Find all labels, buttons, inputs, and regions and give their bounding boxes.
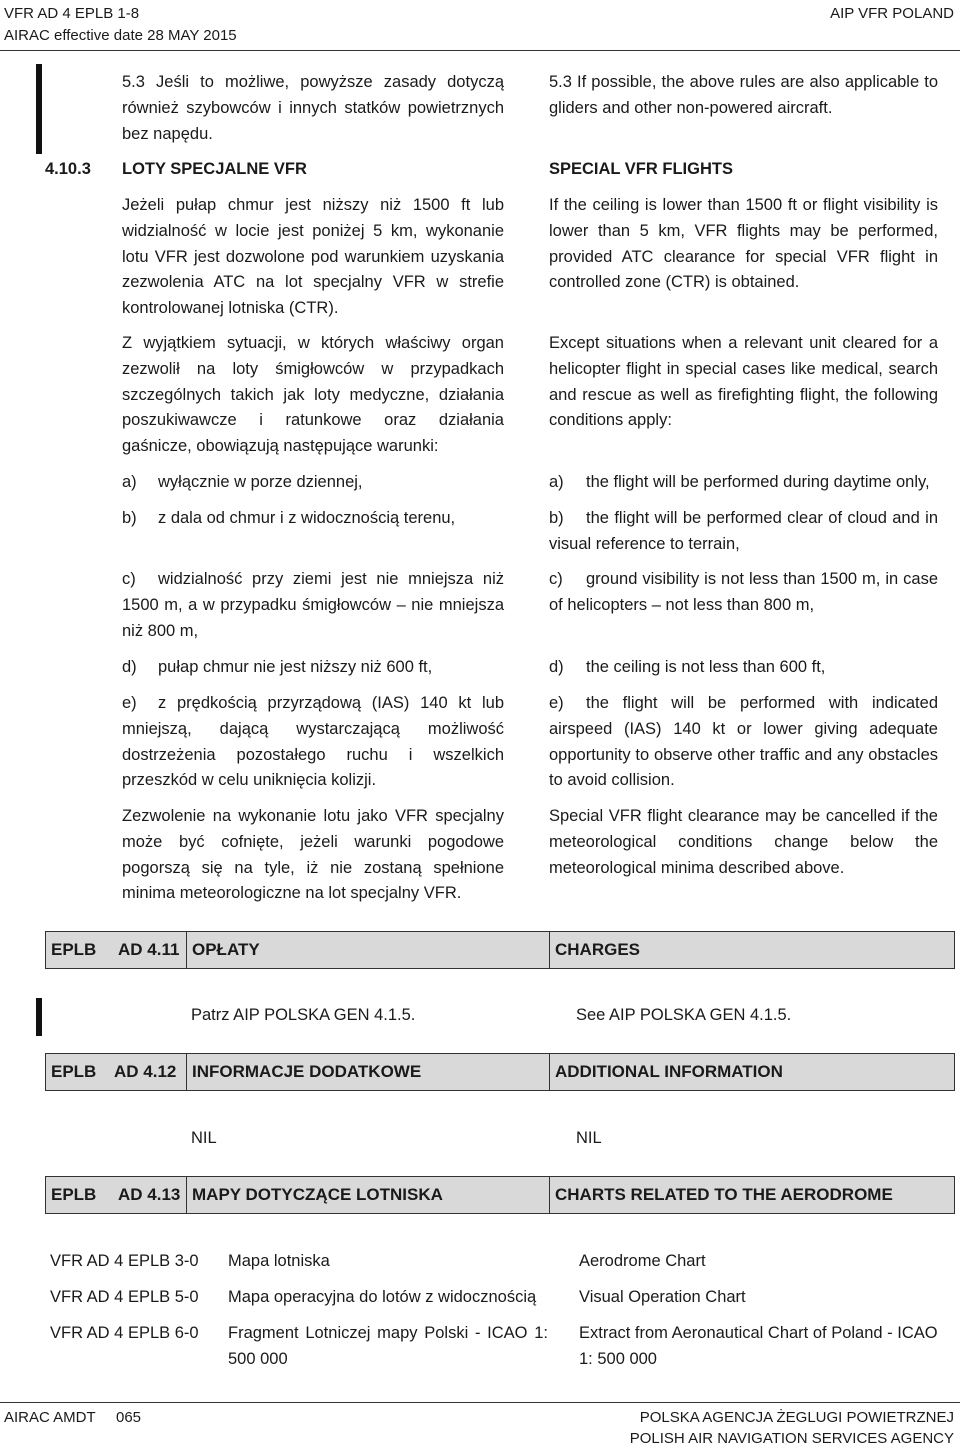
chart-name-en: Aerodrome Chart: [579, 1252, 706, 1270]
section-title-en: CHARGES: [555, 940, 641, 959]
doc-reference: VFR AD 4 EPLB 1-8: [4, 5, 140, 22]
item-text-en-body: the flight will be performed clear of cloud and in visual reference to terrain,: [549, 509, 938, 553]
item-letter: e): [122, 694, 137, 712]
item-letter: d): [549, 658, 564, 676]
section-title-pl: INFORMACJE DODATKOWE: [192, 1062, 422, 1081]
agency-name-pl: POLSKA AGENCJA ŻEGLUGI POWIETRZNEJ: [639, 1409, 954, 1426]
item-letter: a): [122, 473, 137, 491]
item-text-pl-body: widzialność przy ziemi jest nie mniejsza niż 1500 m, a w przypadku śmigłowców – nie mniejsza niż 800 m,: [122, 570, 504, 640]
airac-effective-date: AIRAC effective date 28 MAY 2015: [4, 27, 237, 44]
section-title-pl: LOTY SPECJALNE VFR: [122, 160, 307, 178]
aerodrome-code: EPLB: [51, 1185, 97, 1204]
section-title-pl: OPŁATY: [192, 940, 260, 959]
item-letter: b): [549, 509, 564, 527]
section-number: AD 4.13: [118, 1185, 181, 1204]
item-letter: c): [122, 570, 136, 588]
section-header-ad-4-11: [45, 931, 955, 969]
item-text-en: [549, 691, 938, 794]
divider: [186, 1177, 187, 1213]
item-letter: c): [549, 570, 563, 588]
chart-name-pl: Mapa lotniska: [228, 1252, 330, 1270]
chart-name-pl: Mapa operacyjna do lotów z widocznością: [228, 1288, 537, 1306]
aerodrome-code: EPLB: [51, 1062, 97, 1081]
additional-info-pl: NIL: [191, 1129, 217, 1147]
item-text-pl-body: z prędkością przyrządową (IAS) 140 kt lub mniejszą, dającą wystarczającą możliwość dostrzeżenia pozostałego ruchu i wszelkich przeszkód w celu uniknięcia kolizji.: [122, 694, 504, 790]
item-text-en-body: the flight will be performed with indicated airspeed (IAS) 140 kt or lower giving adequate opportunity to observe other traffic and any obstacles to avoid collision.: [549, 694, 938, 790]
footer-rule: [0, 1402, 960, 1403]
para-ceiling-pl: Jeżeli pułap chmur jest niższy niż 1500 ft lub widzialność w locie jest poniżej 5 km, wykonanie lotu VFR jest dozwolone pod warunkiem uzyskania zezwolenia ATC na lot specjalny VFR w strefie kontrolowanej lotniska (CTR).: [122, 196, 504, 318]
para-cancel-en: Special VFR flight clearance may be cancelled if the meteorological conditions change below the meteorological minima described above.: [549, 807, 938, 877]
para-5-3-pl: 5.3 Jeśli to możliwe, powyższe zasady dotyczą również szybowców i innych statków powietrznych bez napędu.: [122, 73, 504, 143]
section-title-pl: MAPY DOTYCZĄCE LOTNISKA: [192, 1185, 443, 1204]
item-letter: e): [549, 694, 564, 712]
publication-title: AIP VFR POLAND: [830, 5, 954, 22]
charges-ref-en: See AIP POLSKA GEN 4.1.5.: [576, 1006, 792, 1024]
section-number: 4.10.3: [45, 160, 91, 178]
item-letter: d): [122, 658, 137, 676]
section-header-ad-4-12: [45, 1053, 955, 1091]
item-text-en: [549, 567, 938, 619]
header-rule: [0, 50, 960, 51]
chart-ref: VFR AD 4 EPLB 6-0: [50, 1324, 199, 1342]
section-number: AD 4.11: [118, 940, 180, 959]
item-text-pl: z dala od chmur i z widocznością terenu,: [158, 509, 456, 527]
item-text-pl: [122, 691, 504, 794]
charges-ref-pl: Patrz AIP POLSKA GEN 4.1.5.: [191, 1006, 416, 1024]
para-exception-en: Except situations when a relevant unit cleared for a helicopter flight in special cases like medical, search and rescue as well as firefighting flight, the following conditions apply:: [549, 334, 938, 430]
airac-amdt-number: 065: [116, 1409, 142, 1426]
divider: [186, 1054, 187, 1090]
item-text-en: the ceiling is not less than 600 ft,: [586, 658, 826, 676]
item-text-en: [549, 506, 938, 558]
divider: [186, 932, 187, 968]
section-number: AD 4.12: [114, 1062, 177, 1081]
item-text-en-body: ground visibility is not less than 1500 m, in case of helicopters – not less than 800 m,: [549, 570, 938, 614]
divider: [549, 932, 550, 968]
chart-ref: VFR AD 4 EPLB 3-0: [50, 1252, 199, 1270]
chart-name-en: Extract from Aeronautical Chart of Poland - ICAO 1: 500 000: [579, 1324, 938, 1368]
section-title-en: CHARTS RELATED TO THE AERODROME: [555, 1185, 893, 1204]
section-title-en: ADDITIONAL INFORMATION: [555, 1062, 783, 1081]
chart-ref: VFR AD 4 EPLB 5-0: [50, 1288, 199, 1306]
item-text-en: the flight will be performed during daytime only,: [586, 473, 930, 491]
additional-info-en: NIL: [576, 1129, 602, 1147]
item-text-pl: pułap chmur nie jest niższy niż 600 ft,: [158, 658, 433, 676]
para-5-3-en: 5.3 If possible, the above rules are also applicable to gliders and other non-powered aircraft.: [549, 73, 938, 117]
item-letter: a): [549, 473, 564, 491]
para-cancel-pl: Zezwolenie na wykonanie lotu jako VFR specjalny może być cofnięte, jeżeli warunki pogodowe pogorszą się na tyle, iż nie zostaną spełnione minima meteorologiczne na lot specjalny VFR.: [122, 807, 504, 903]
para-exception-pl: Z wyjątkiem sytuacji, w których właściwy organ zezwolił na loty śmigłowców w przypadkach szczególnych takich jak loty medyczne, działania poszukiwawcze i ratunkowe oraz działania gaśnicze, obowiązują następujące warunki:: [122, 334, 504, 456]
airac-amdt-label: AIRAC AMDT: [4, 1409, 96, 1426]
chart-name-en: Visual Operation Chart: [579, 1288, 746, 1306]
divider: [549, 1177, 550, 1213]
section-title-en: SPECIAL VFR FLIGHTS: [549, 160, 733, 178]
divider: [549, 1054, 550, 1090]
item-text-pl: [122, 567, 504, 644]
aerodrome-code: EPLB: [51, 940, 97, 959]
chart-name-pl: Fragment Lotniczej mapy Polski - ICAO 1: 500 000: [228, 1324, 548, 1368]
section-header-ad-4-13: [45, 1176, 955, 1214]
item-letter: b): [122, 509, 137, 527]
item-text-pl: wyłącznie w porze dziennej,: [158, 473, 363, 491]
amendment-bar: [36, 998, 42, 1036]
para-ceiling-en: If the ceiling is lower than 1500 ft or flight visibility is lower than 5 km, VFR flights may be performed, provided ATC clearance for special VFR flight in controlled zone (CTR) is obtained.: [549, 196, 938, 292]
amendment-bar: [36, 64, 42, 154]
agency-name-en: POLISH AIR NAVIGATION SERVICES AGENCY: [629, 1430, 954, 1447]
